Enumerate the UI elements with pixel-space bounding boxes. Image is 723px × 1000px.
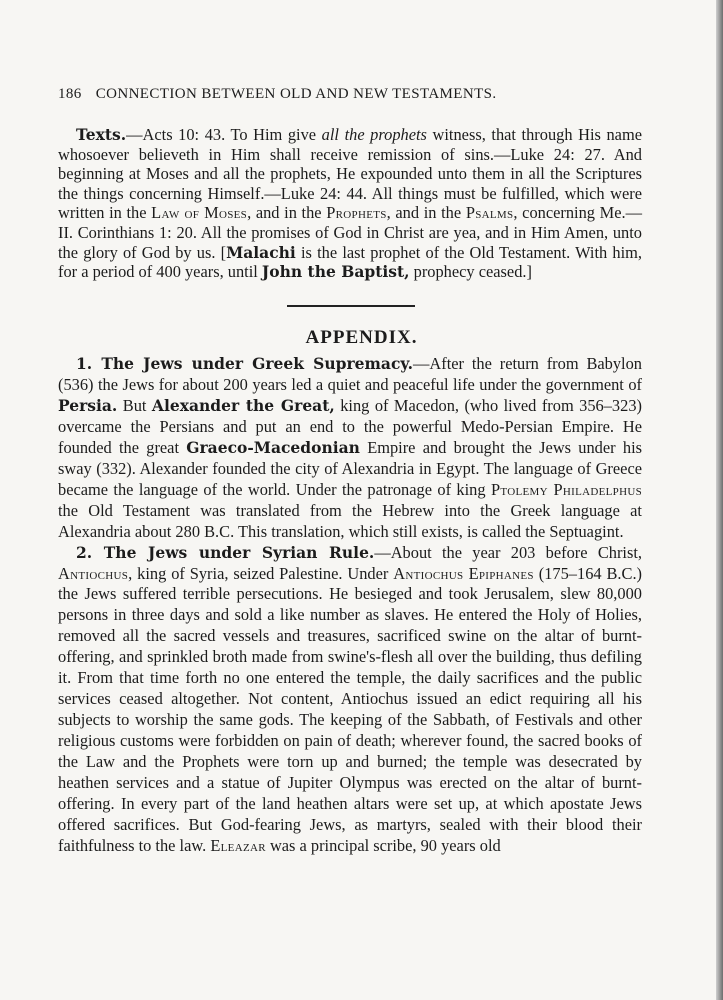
graeco-macedonian-name: Graeco-Macedonian [186,437,360,457]
antiochus-epiphanes-name: Antiochus Epiphanes [393,563,534,583]
section-1-run: —After the return from Babylon (536) the Jews for about 200 years led a quiet and peaceful life under the government of [58,354,642,394]
prophets-term: Prophets [326,203,387,223]
section-2-run: , king of Syria, seized Palestine. Under [128,563,394,583]
texts-run: witness, that through His name whosoever believeth in Him shall receive remission of sins.—Luke 24: 27. And beginning at Moses and all the prophets, He expounded unto them in all the Scriptures the things concerning Himself.—Luke 24: 44. All things must be fulfilled, which were written in the [58,125,642,223]
ptolemy-name: Ptolemy Philadelphus [490,479,642,499]
texts-run: —Acts 10: 43. To Him give [126,125,322,144]
running-header [58,86,602,103]
section-2-run: was a principal scribe, 90 years old [265,835,501,855]
texts-run: , and in the [386,203,466,223]
eleazar-name: Eleazar [210,835,266,855]
psalms-term: Psalms [465,203,514,223]
appendix-title: APPENDIX. [305,327,418,348]
alexander-name: Alexander the Great, [151,395,335,415]
texts-run: , and in the [247,203,327,223]
section-1-run: king of Macedon, (who lived from 356–323) overcame the Persians and put an end to the powerful Medo-Persian Empire. He founded the great [58,395,642,457]
malachi-name: Malachi [226,242,296,262]
section-2-run: (175–164 B.C.) the Jews suffered terrible persecutions. He besieged and took Jerusalem, slew 80,000 persons in three days and sold a like number as slaves. He entered the Holy of Holies, removed all the sacred vessels and treasures, sacrificed swine on the altar of burnt-offering, and sprinkled broth made from swine's-flesh all over the building, thus defiling it. From that time forth no one entered the temple, the daily sacrifices and the public services ceased altogether. Not content, Antiochus issued an edict requiring all his subjects to worship the same gods. The keeping of the Sabbath, of Festivals and other religious customs were forbidden on pain of death; wherever found, the sacred books of the Law and the Prophets were torn up and burned; the temple was desecrated by heathen services and a statue of Jupiter Olympus was erected on the altar of burnt-offering. In every part of the land heathen altars were set up, at which apostate Jews offered sacrifices. But God-fearing Jews, as martyrs, sealed with their blood their faithfulness to the law. [58,563,642,855]
section-2-run: —About the year 203 before Christ, [374,542,642,562]
john-the-baptist-name: John the Baptist, [261,262,410,282]
appendix-body [58,354,642,857]
section-1-run: the Old Testament was translated from the Hebrew into the Greek language at Alexandria about 280 B.C. This translation, which still exists, is called the Septuagint. [58,500,642,541]
running-title: CONNECTION BETWEEN OLD AND NEW TESTAMENTS. [95,86,497,102]
section-1-heading: 1. The Jews under Greek Supremacy. [76,354,414,373]
section-1-paragraph [58,354,642,543]
page-edge-shadow [716,0,723,1000]
section-2-paragraph [58,543,642,857]
persia-name: Persia. [58,395,118,415]
law-of-moses: Law of Moses [151,203,248,223]
section-1-run: Empire and brought the Jews under his sway (332). Alexander founded the city of Alexandria in Egypt. The language of Greece became the language of the world. Under the patronage of king [58,437,643,499]
texts-run: prophecy ceased.] [409,262,532,282]
section-1-run: But [117,395,152,415]
texts-run: is the last prophet of the Old Testament. With him, for a period of 400 years, until [58,242,642,282]
texts-label: Texts. [76,125,127,144]
antiochus-name: Antiochus [58,563,129,583]
texts-run: , concerning Me.—II. Corinthians 1: 20. All the promises of God in Christ are yea, and in Him Amen, unto the glory of God by us. [ [58,203,642,262]
texts-paragraph [58,125,642,282]
page-number: 186 [58,86,82,102]
section-2-heading: 2. The Jews under Syrian Rule. [76,542,375,562]
section-divider [287,305,415,307]
texts-emphasis: all the prophets [321,125,427,144]
